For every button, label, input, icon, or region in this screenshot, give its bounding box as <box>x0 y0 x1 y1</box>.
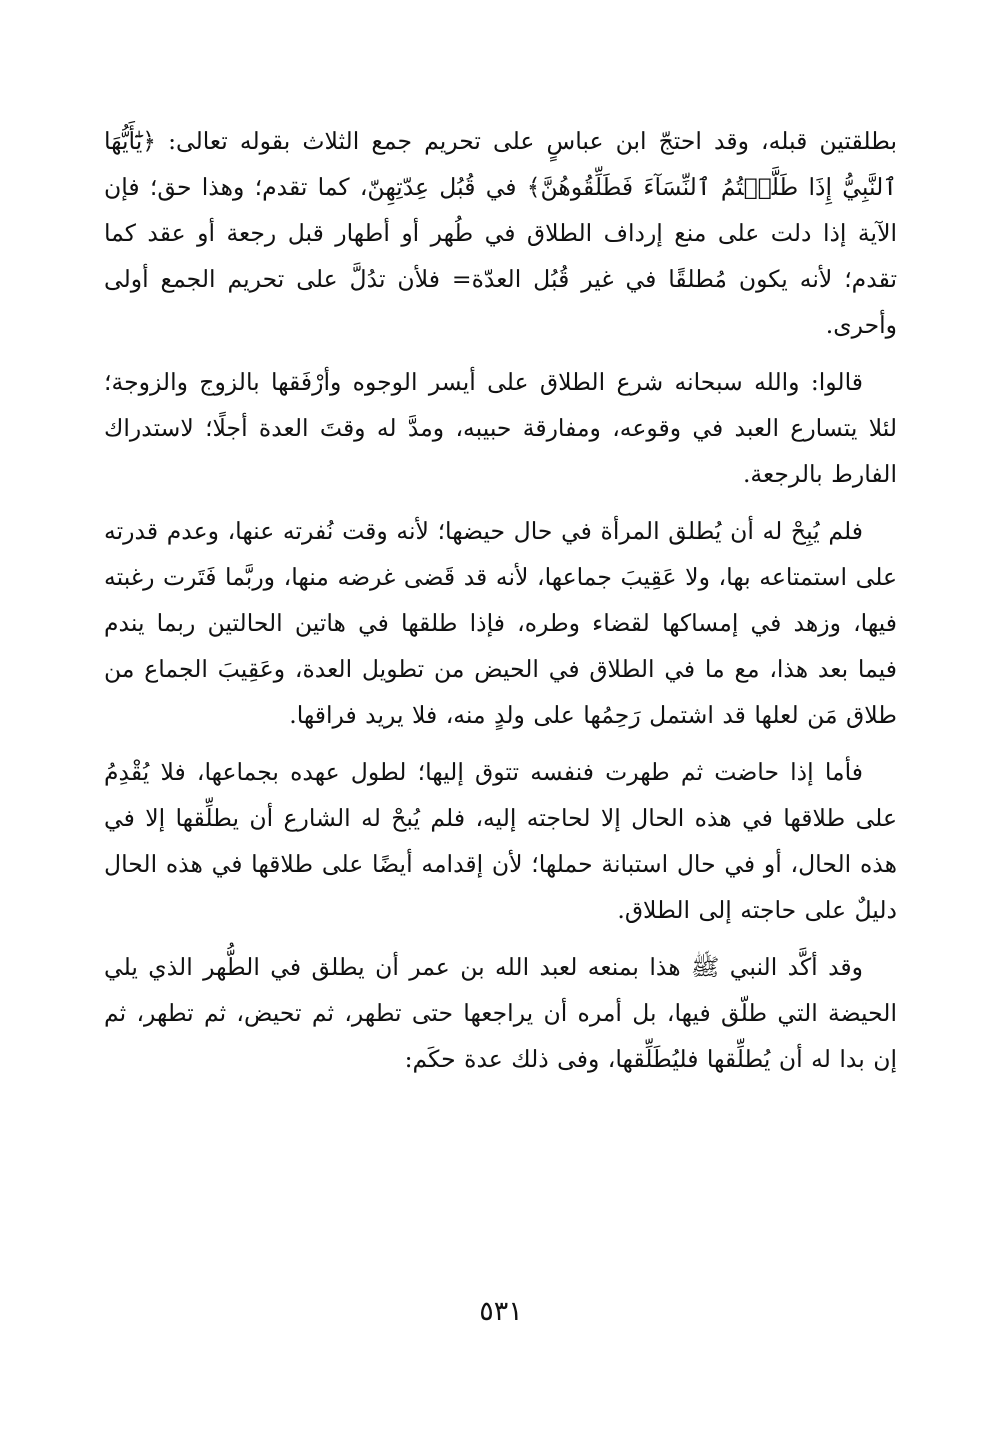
paragraph-5: وقد أكَّد النبي ﷺ هذا بمنعه لعبد الله بن عمر أن يطلق في الطُّهر الذي يلي الحيضة التي طلّق فيها، بل أمره أن يراجعها حتى تطهر، ثم تحيض، ثم تطهر، ثم إن بدا له أن يُطلِّقها فليُطَلِّقها، وفى ذلك عدة حكَم: <box>104 953 897 1073</box>
paragraph-4: فأما إذا حاضت ثم طهرت فنفسه تتوق إليها؛ لطول عهده بجماعها، فلا يُقْدِمُ على طلاقها في هذه الحال إلا لحاجته إليه، فلم يُبحْ له الشارع أن يطلِّقها إلا في هذه الحال، أو في حال استبانة حملها؛ لأن إقدامه أيضًا على طلاقها في هذه الحال دليلٌ على حاجته إلى الطلاق. <box>104 758 897 924</box>
paragraph-3: فلم يُبِحْ له أن يُطلق المرأة في حال حيضها؛ لأنه وقت نُفرته عنها، وعدم قدرته على استمتاعه بها، ولا عَقِيبَ جماعها، لأنه قد قَضى غرضه منها، وربَّما فَتَرت رغبته فيها، وزهد في إمساكها لقضاء وطره، فإذا طلقها في هاتين الحالتين ربما يندم فيما بعد هذا، مع ما في الطلاق في الحيض من تطويل العدة، وعَقِيبَ الجماع من طلاق مَن لعلها قد اشتمل رَحِمُها على ولدٍ منه، فلا يريد فراقها. <box>104 517 897 729</box>
paragraph-2: قالوا: والله سبحانه شرع الطلاق على أيسر الوجوه وأرْفَقها بالزوج والزوجة؛ لئلا يتسارع العبد في وقوعه، ومفارقة حبيبه، ومدَّ له وقتَ العدة أجلًا؛ لاستدراك الفارط بالرجعة. <box>104 368 897 488</box>
paragraph-1: بطلقتين قبله، وقد احتجّ ابن عباسٍ على تحريم جمع الثلاث بقوله تعالى: ﴿يَٰٓأَيُّهَا ٱلنَّبِيُّ إِذَا طَلَّقۡتُمُ ٱلنِّسَآءَ فَطَلِّقُوهُنَّ﴾ في قُبُل عِدّتِهِنّ، كما تقدم؛ وهذا حق؛ فإن الآية إذا دلت على منع إرداف الطلاق في طُهر أو أطهار قبل رجعة أو عقد كما تقدم؛ لأنه يكون مُطلقًا في غير قُبُل العدّة= فلأن تدُلَّ على تحريم الجمع أولى وأحرى. <box>104 127 897 339</box>
page-body <box>104 118 897 1093</box>
page-number: ٥٣١ <box>479 1296 523 1327</box>
